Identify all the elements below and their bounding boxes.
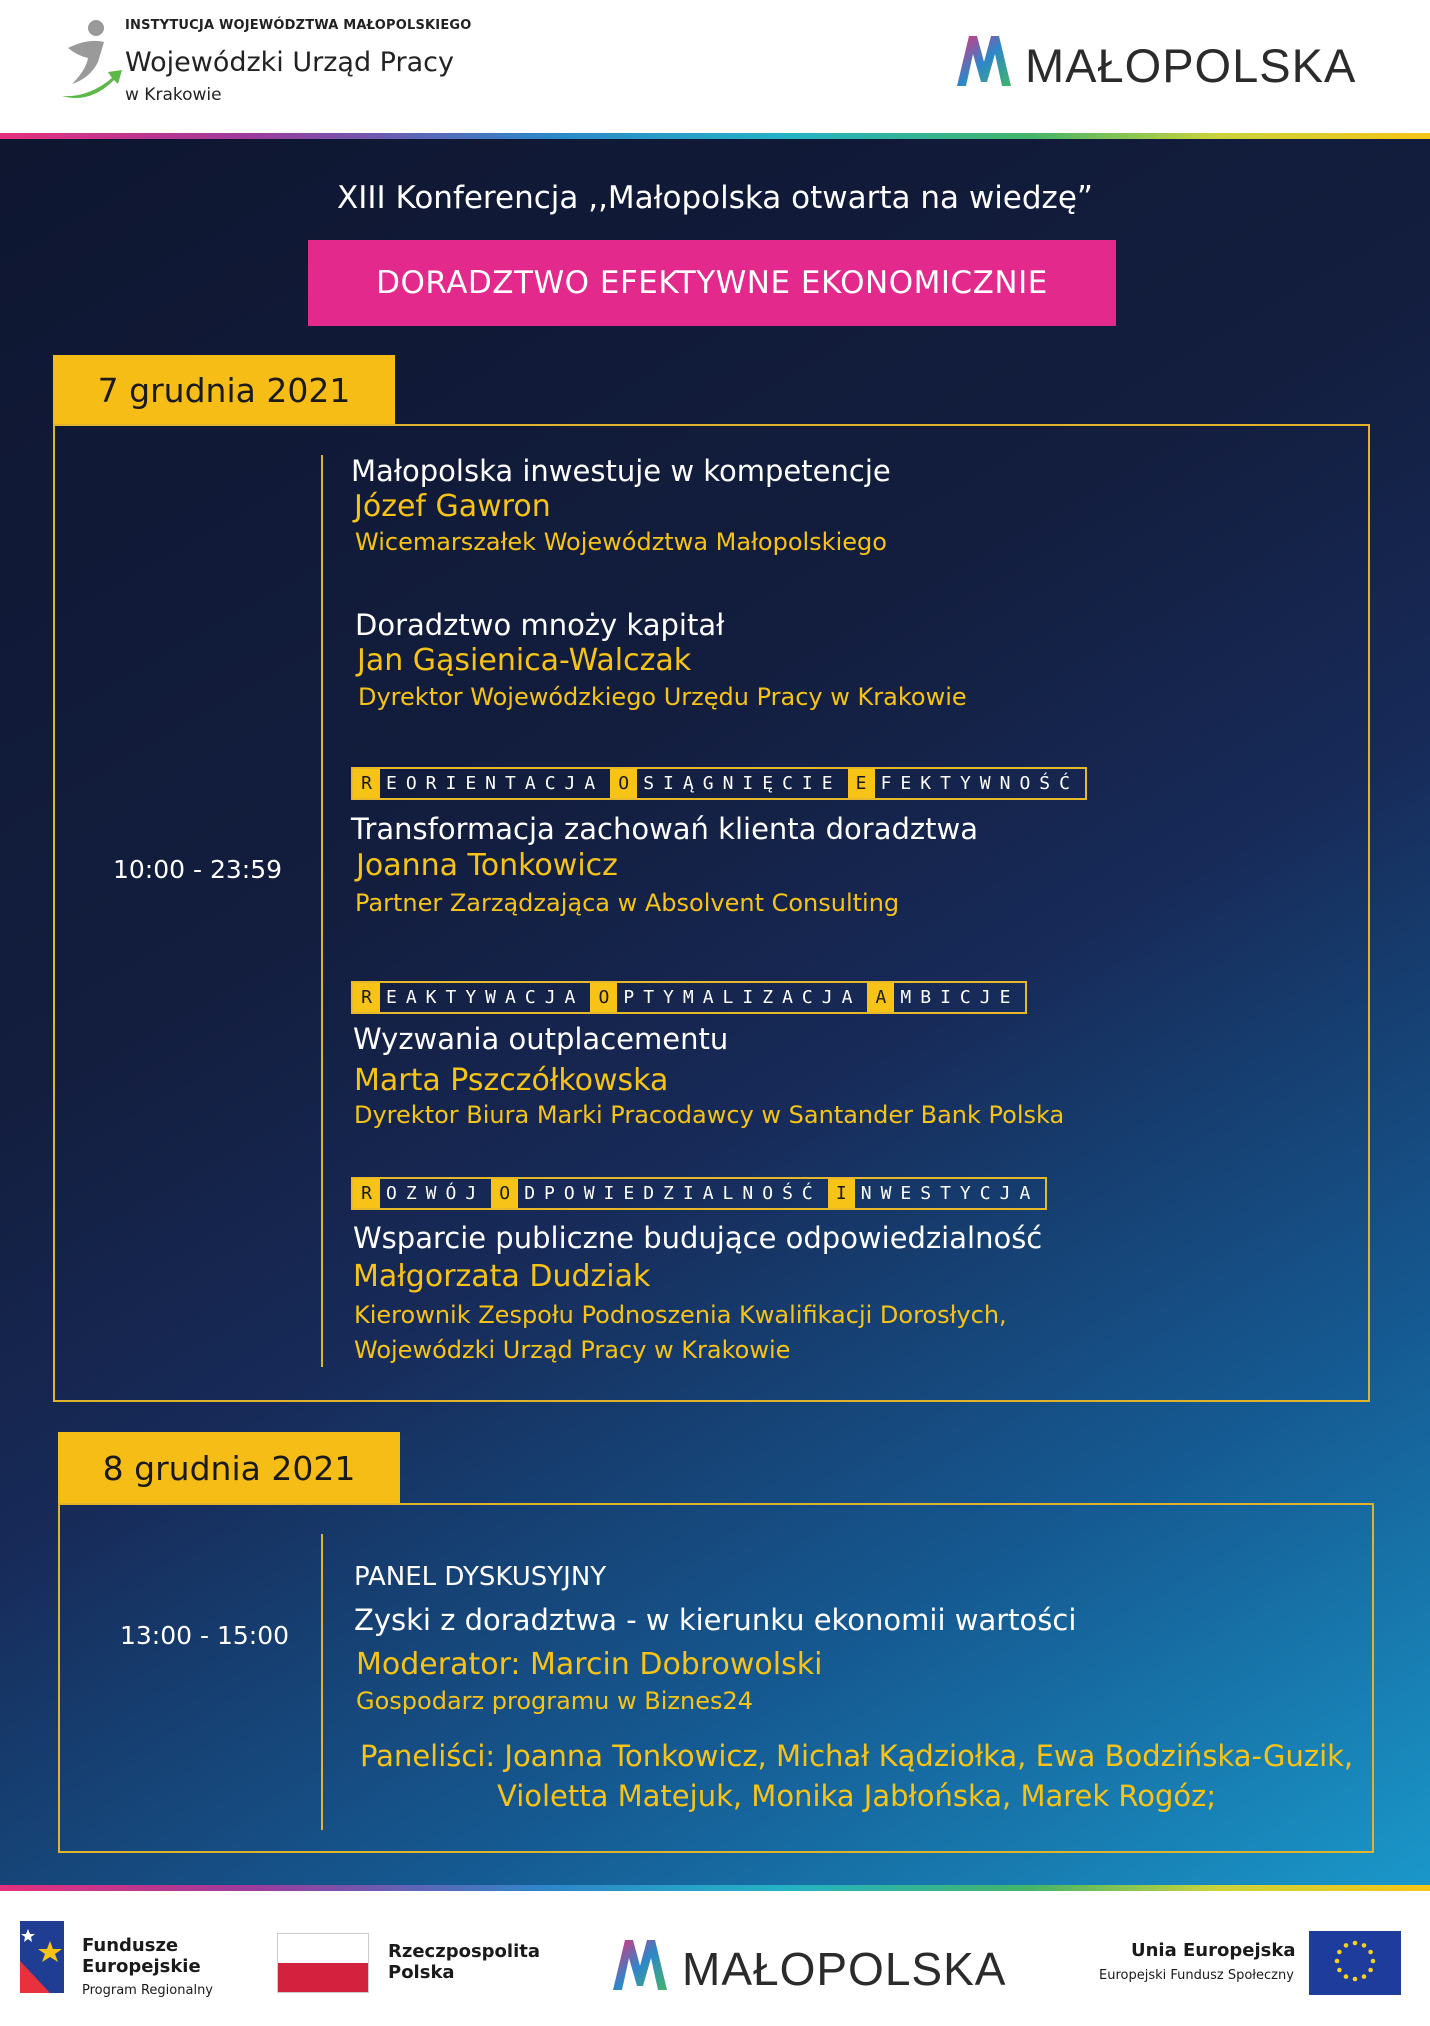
acronym-strip-roa bbox=[351, 981, 1027, 1014]
wup-logo-icon bbox=[58, 18, 124, 104]
talk-speaker: Małgorzata Dudziak bbox=[353, 1259, 651, 1294]
acronym-word: MBICJE bbox=[900, 987, 1020, 1008]
panelists-line1: Paneliści: Joanna Tonkowicz, Michał Kądziołka, Ewa Bodzińska-Guzik, bbox=[360, 1739, 1354, 1773]
acronym-word: EORIENTACJA bbox=[386, 773, 605, 794]
acronym-word: DPOWIEDZIALNOŚĆ bbox=[524, 1183, 822, 1204]
institution-line: INSTYTUCJA WOJEWÓDZTWA MAŁOPOLSKIEGO bbox=[125, 18, 472, 33]
acronym-letter: A bbox=[867, 983, 894, 1012]
acronym-strip-roe bbox=[351, 767, 1087, 800]
acronym-word: SIĄGNIĘCIE bbox=[643, 773, 842, 794]
acronym-strip-roi bbox=[351, 1177, 1047, 1210]
acronym-letter: I bbox=[828, 1179, 855, 1208]
talk-title: Doradztwo mnoży kapitał bbox=[355, 608, 725, 642]
malopolska-logo-text: MAŁOPOLSKA bbox=[1025, 39, 1357, 92]
talk-speaker-role-line2: Wojewódzki Urząd Pracy w Krakowie bbox=[354, 1336, 791, 1364]
talk-title: Transformacja zachowań klienta doradztwa bbox=[351, 812, 978, 846]
acronym-letter: O bbox=[491, 1179, 518, 1208]
acronym-word: NWESTYCJA bbox=[860, 1183, 1040, 1204]
panel-title: Zyski z doradztwa - w kierunku ekonomii wartości bbox=[354, 1603, 1077, 1637]
acronym-letter: O bbox=[590, 983, 617, 1012]
eu-line1: Unia Europejska bbox=[1131, 1940, 1296, 1961]
acronym-letter: O bbox=[610, 769, 637, 798]
malopolska-footer-logo-icon bbox=[611, 1936, 669, 1992]
conference-title: XIII Konferencja ,,Małopolska otwarta na wiedzę” bbox=[337, 180, 1093, 216]
talk-speaker: Józef Gawron bbox=[354, 489, 551, 524]
talk-title: Wyzwania outplacementu bbox=[353, 1022, 729, 1056]
talk-speaker-role: Kierownik Zespołu Podnoszenia Kwalifikacji Dorosłych, bbox=[354, 1301, 1007, 1329]
fe-line3: Program Regionalny bbox=[82, 1983, 213, 1998]
panel-label: PANEL DYSKUSYJNY bbox=[354, 1562, 607, 1592]
day2-divider bbox=[321, 1534, 323, 1830]
talk-speaker-role: Wicemarszałek Województwa Małopolskiego bbox=[355, 528, 887, 556]
acronym-word: EAKTYWACJA bbox=[386, 987, 585, 1008]
day1-time: 10:00 - 23:59 bbox=[113, 855, 283, 884]
acronym-letter: R bbox=[353, 1179, 380, 1208]
topic-banner: DORADZTWO EFEKTYWNE EKONOMICZNIE bbox=[308, 240, 1116, 326]
acronym-letter: R bbox=[353, 769, 380, 798]
panel-moderator: Moderator: Marcin Dobrowolski bbox=[356, 1647, 823, 1682]
acronym-word: PTYMALIZACJA bbox=[623, 987, 862, 1008]
day2-time: 13:00 - 15:00 bbox=[120, 1621, 290, 1650]
talk-speaker-role: Dyrektor Biura Marki Pracodawcy w Santander Bank Polska bbox=[354, 1101, 1065, 1129]
malopolska-logo-icon bbox=[955, 32, 1013, 88]
talk-title: Małopolska inwestuje w kompetencje bbox=[351, 454, 891, 488]
rp-line1: Rzeczpospolita bbox=[388, 1941, 540, 1962]
eu-line2: Europejski Fundusz Społeczny bbox=[1099, 1968, 1294, 1983]
fe-line2: Europejskie bbox=[82, 1956, 201, 1977]
talk-title: Wsparcie publiczne budujące odpowiedzialność bbox=[353, 1221, 1043, 1255]
acronym-word: FEKTYWNOŚĆ bbox=[880, 773, 1079, 794]
talk-speaker-role: Dyrektor Wojewódzkiego Urzędu Pracy w Krakowie bbox=[358, 683, 967, 711]
rp-line2: Polska bbox=[388, 1962, 455, 1983]
fe-line1: Fundusze bbox=[82, 1935, 179, 1956]
eu-flag-icon bbox=[1309, 1931, 1401, 1995]
talk-speaker: Marta Pszczółkowska bbox=[354, 1063, 669, 1098]
day2-date-tab: 8 grudnia 2021 bbox=[58, 1432, 400, 1504]
talk-speaker-role: Partner Zarządzająca w Absolvent Consulting bbox=[355, 889, 900, 917]
malopolska-footer-text: MAŁOPOLSKA bbox=[682, 1943, 1007, 1995]
panel-moderator-role: Gospodarz programu w Biznes24 bbox=[356, 1687, 754, 1715]
day1-date-tab: 7 grudnia 2021 bbox=[53, 355, 395, 425]
polish-flag-icon bbox=[277, 1933, 369, 1993]
office-name: Wojewódzki Urząd Pracy bbox=[125, 47, 454, 78]
acronym-word: OZWÓJ bbox=[386, 1183, 486, 1204]
page-header bbox=[0, 0, 1430, 133]
day1-divider bbox=[321, 455, 323, 1367]
panelists-line2: Violetta Matejuk, Monika Jabłońska, Marek Rogóz; bbox=[497, 1779, 1217, 1813]
page-footer bbox=[0, 1891, 1430, 2026]
office-city: w Krakowie bbox=[125, 85, 222, 105]
acronym-letter: E bbox=[848, 769, 875, 798]
acronym-letter: R bbox=[353, 983, 380, 1012]
talk-speaker: Jan Gąsienica-Walczak bbox=[357, 643, 692, 678]
talk-speaker: Joanna Tonkowicz bbox=[356, 848, 618, 883]
fundusze-europejskie-icon bbox=[20, 1921, 64, 1993]
